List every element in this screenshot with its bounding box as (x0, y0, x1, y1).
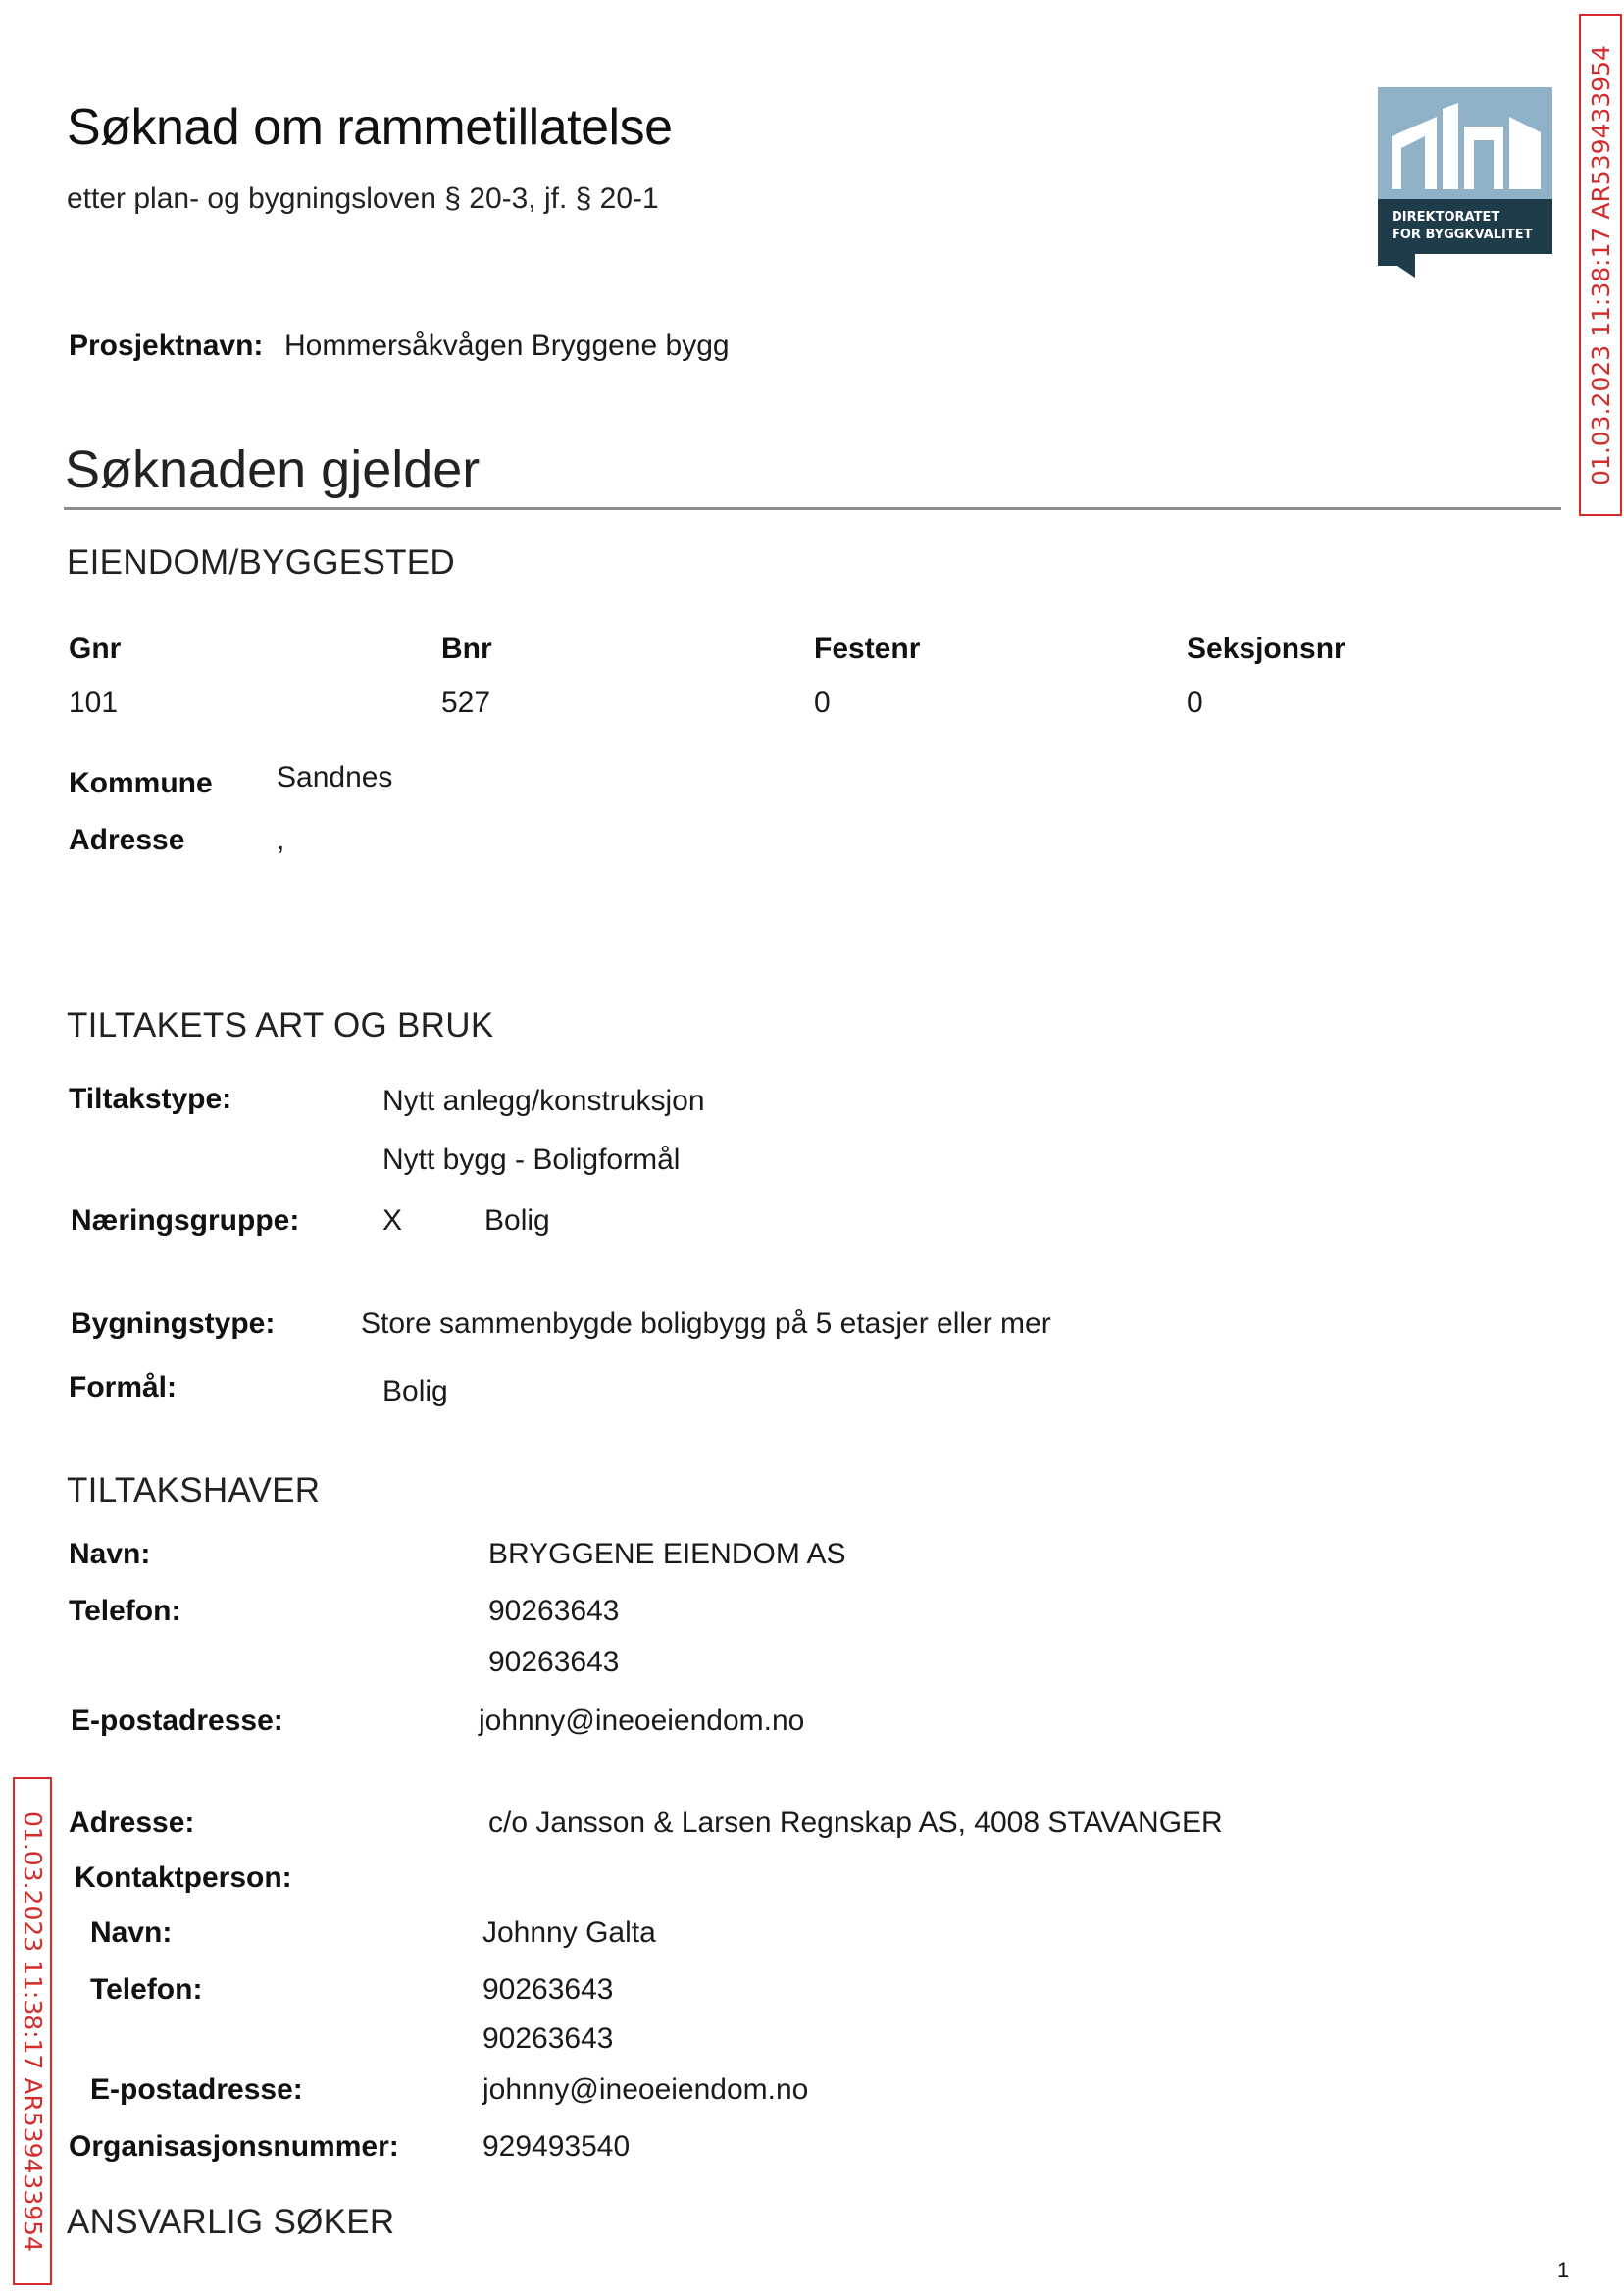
organisasjonsnummer-value: 929493540 (482, 2130, 631, 2163)
tiltakstype-value: Nytt bygg - Boligformål (382, 1144, 681, 1176)
tiltakshaver-telefon-value: 90263643 (488, 1646, 620, 1678)
naeringsgruppe-code: X (382, 1204, 403, 1237)
bnr-label: Bnr (441, 633, 492, 665)
dibk-logo (1378, 87, 1552, 278)
tiltakshaver-epost-label: E-postadresse: (71, 1705, 283, 1737)
tiltakshaver-telefon-label: Telefon: (69, 1595, 181, 1627)
section-heading: Søknaden gjelder (65, 440, 481, 499)
kontaktperson-label: Kontaktperson: (75, 1861, 292, 1894)
kommune-value: Sandnes (277, 761, 393, 793)
dibk-logo-icon (1378, 87, 1552, 278)
tiltakshaver-heading: TILTAKSHAVER (67, 1471, 321, 1509)
kontakt-navn-label: Navn: (90, 1916, 173, 1949)
section-divider (64, 507, 1561, 510)
document-title: Søknad om rammetillatelse (67, 99, 673, 156)
adresse-label: Adresse (69, 824, 185, 856)
tiltakshaver-navn-label: Navn: (69, 1538, 151, 1570)
tiltakshaver-telefon-value: 90263643 (488, 1595, 620, 1627)
tiltakstype-label: Tiltakstype: (69, 1083, 232, 1115)
tiltakstype-value: Nytt anlegg/konstruksjon (382, 1085, 705, 1117)
kontakt-epost-value: johnny@ineoeiendom.no (482, 2073, 809, 2106)
bnr-value: 527 (441, 687, 491, 719)
page-number: 1 (1557, 2258, 1570, 2282)
kontakt-navn-value: Johnny Galta (482, 1916, 656, 1949)
adresse-value: , (277, 824, 285, 856)
tiltakshaver-epost-value: johnny@ineoeiendom.no (479, 1705, 805, 1737)
kontakt-telefon-label: Telefon: (90, 1973, 203, 2006)
seksjonsnr-label: Seksjonsnr (1187, 633, 1345, 665)
bygningstype-label: Bygningstype: (71, 1307, 276, 1340)
festenr-label: Festenr (814, 633, 921, 665)
bygningstype-value: Store sammenbygde boligbygg på 5 etasjer eller mer (361, 1307, 1051, 1340)
stamp-text: 01.03.2023 11:38:17 AR539433954 (18, 1810, 47, 2252)
naeringsgruppe-label: Næringsgruppe: (71, 1204, 300, 1237)
logo-text-line2: FOR BYGGKVALITET (1392, 228, 1533, 242)
logo-text-line1: DIREKTORATET (1392, 210, 1500, 225)
document-subtitle: etter plan- og bygningsloven § 20-3, jf. § 20-1 (67, 182, 659, 215)
gnr-label: Gnr (69, 633, 122, 665)
tiltakshaver-navn-value: BRYGGENE EIENDOM AS (488, 1538, 846, 1570)
project-name-label: Prosjektnavn: (69, 330, 264, 362)
property-heading: EIENDOM/BYGGESTED (67, 543, 455, 582)
formal-label: Formål: (69, 1371, 178, 1403)
seksjonsnr-value: 0 (1187, 687, 1203, 719)
date-stamp-left (13, 1777, 52, 2285)
ansvarlig-soker-heading: ANSVARLIG SØKER (67, 2203, 395, 2241)
organisasjonsnummer-label: Organisasjonsnummer: (69, 2130, 399, 2163)
kommune-label: Kommune (69, 767, 213, 799)
tiltak-heading: TILTAKETS ART OG BRUK (67, 1006, 494, 1045)
kontakt-telefon-value: 90263643 (482, 1973, 614, 2006)
formal-value: Bolig (382, 1375, 448, 1407)
festenr-value: 0 (814, 687, 831, 719)
tiltakshaver-adresse-value: c/o Jansson & Larsen Regnskap AS, 4008 STAVANGER (488, 1807, 1223, 1839)
project-name-value: Hommersåkvågen Bryggene bygg (284, 330, 730, 362)
naeringsgruppe-value: Bolig (484, 1204, 550, 1237)
kontakt-epost-label: E-postadresse: (90, 2073, 303, 2106)
tiltakshaver-adresse-label: Adresse: (69, 1807, 195, 1839)
gnr-value: 101 (69, 687, 119, 719)
date-stamp-right (1579, 14, 1622, 516)
stamp-text: 01.03.2023 11:38:17 AR539433954 (1586, 44, 1615, 485)
kontakt-telefon-value: 90263643 (482, 2022, 614, 2055)
